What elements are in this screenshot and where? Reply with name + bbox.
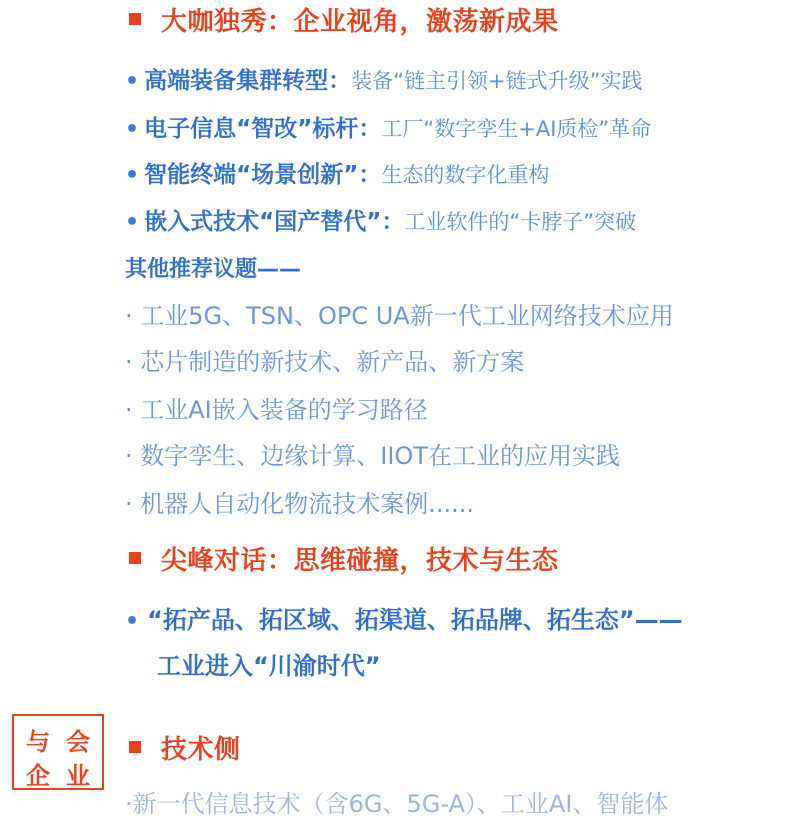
- partial-text-line: ·新一代信息技术（含6G、5G-A）、工业AI、智能体: [125, 790, 669, 818]
- other-topic-item: · 机器人自动化物流技术案例......: [125, 490, 475, 518]
- bullet-dot-icon: •: [125, 117, 140, 142]
- item-bold: 嵌入式技术“国产替代”：: [144, 209, 405, 235]
- bullet-dot-icon: •: [125, 69, 140, 94]
- section-square-icon: [129, 552, 141, 564]
- list-item: [125, 110, 651, 143]
- badge-char: 企: [26, 762, 50, 790]
- list-item: [125, 600, 683, 635]
- badge-char: 会: [66, 728, 90, 756]
- item-bold: 高端装备集群转型：: [144, 68, 352, 94]
- item-text: 装备“链主引领+链式升级”实践: [351, 69, 643, 93]
- section-title: 技术侧: [161, 735, 241, 765]
- other-topic-item: · 工业5G、TSN、OPC UA新一代工业网络技术应用: [125, 302, 674, 330]
- item-bold: 电子信息“智改”标杆：: [144, 116, 382, 142]
- section-square-icon: [129, 13, 141, 25]
- other-topics-title: 其他推荐议题——: [125, 257, 302, 282]
- list-item: [125, 203, 636, 236]
- bullet-dot-icon: •: [125, 163, 140, 188]
- section-square-icon: [129, 741, 141, 753]
- list-item: [125, 62, 643, 95]
- other-topic-item: · 工业AI嵌入装备的学习路径: [125, 396, 428, 424]
- item-bold: 智能终端“场景创新”：: [144, 162, 382, 188]
- item-text: 工厂“数字孪生+AI质检”革命: [381, 117, 652, 141]
- dialogue-line: 工业进入“川渝时代”: [157, 652, 381, 680]
- badge-char: 业: [66, 762, 90, 790]
- attending-companies-badge: [12, 714, 104, 790]
- other-topic-item: · 数字孪生、边缘计算、IIOT在工业的应用实践: [125, 442, 620, 470]
- badge-char: 与: [26, 728, 50, 756]
- dialogue-line: “拓产品、拓区域、拓渠道、拓品牌、拓生态”——: [147, 606, 683, 634]
- section-title: 大咖独秀：企业视角，激荡新成果: [161, 7, 559, 37]
- item-text: 生态的数字化重构: [381, 163, 550, 187]
- item-text: 工业软件的“卡脖子”突破: [404, 210, 637, 234]
- bullet-dot-icon: •: [125, 210, 140, 235]
- other-topic-item: · 芯片制造的新技术、新产品、新方案: [125, 348, 525, 376]
- list-item: [125, 156, 549, 189]
- bullet-dot-icon: •: [125, 609, 140, 634]
- section-title: 尖峰对话：思维碰撞，技术与生态: [161, 546, 559, 576]
